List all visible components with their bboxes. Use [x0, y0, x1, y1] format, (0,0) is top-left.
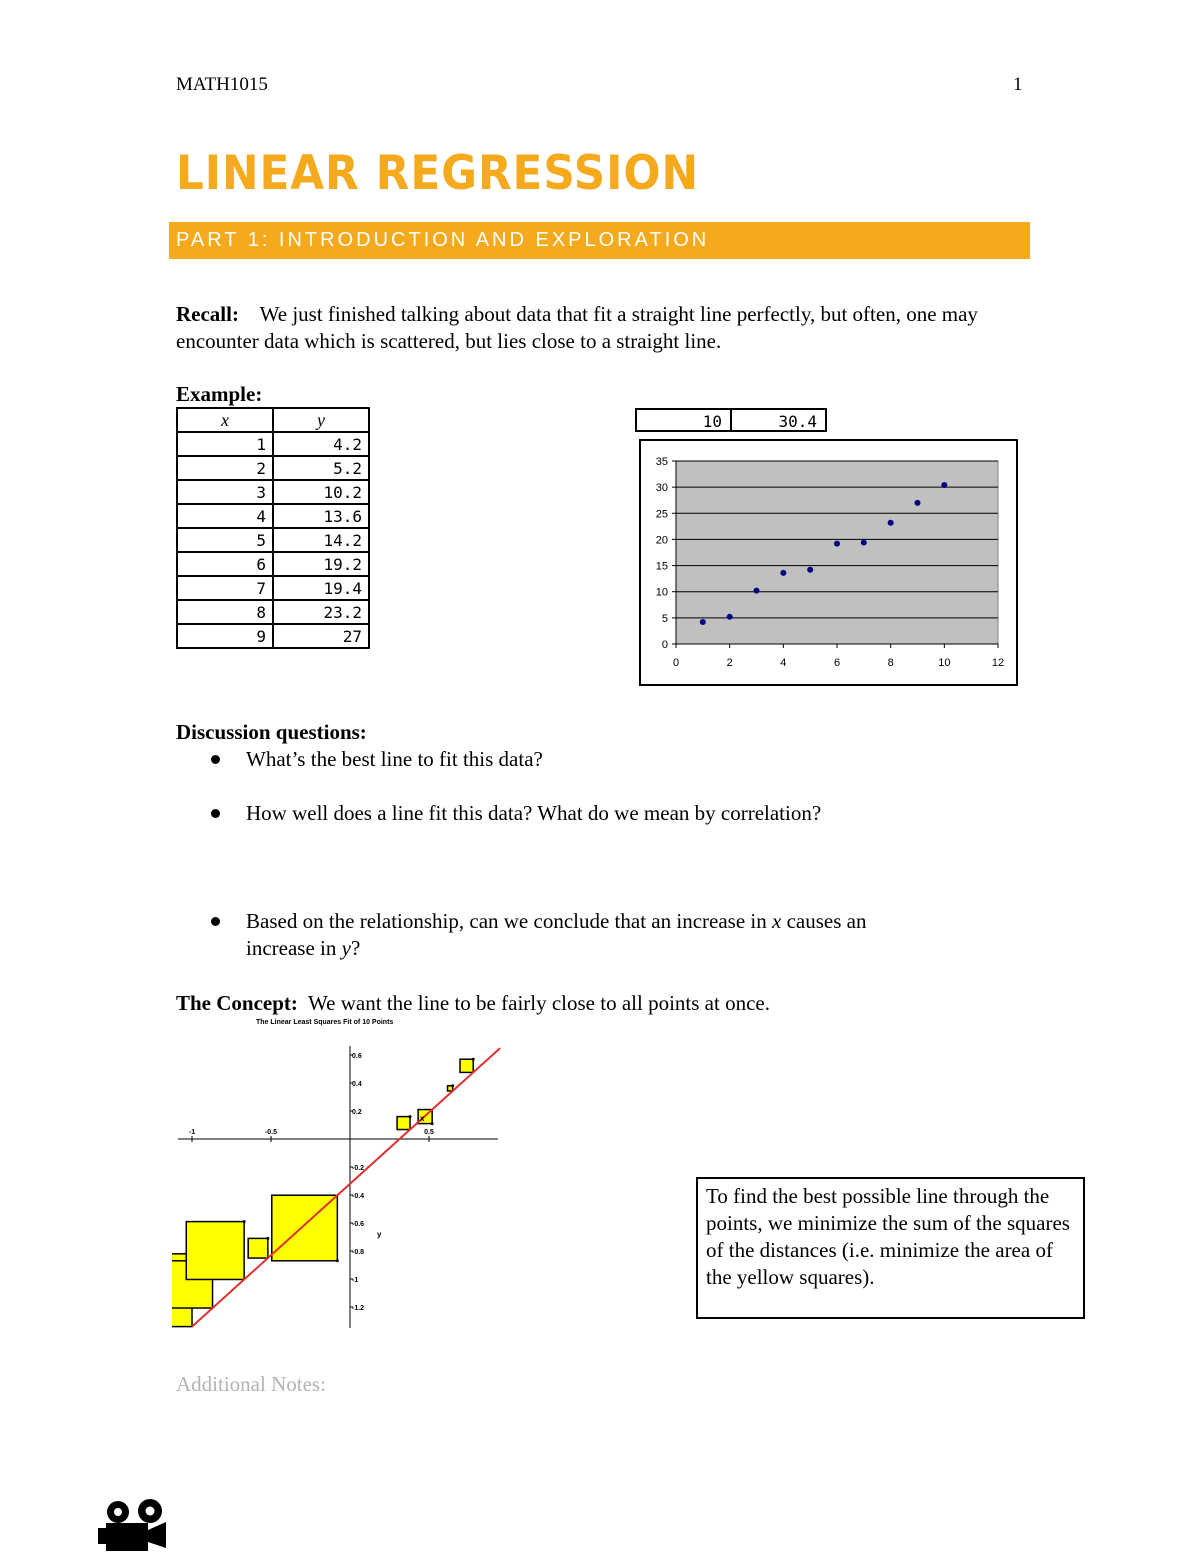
y-tick-label: 0.2 [352, 1109, 362, 1116]
x-tick-label: 6 [833, 657, 841, 669]
y-tick-label: 0.4 [352, 1081, 362, 1088]
y-tick-label: 20 [655, 534, 668, 547]
data-point [915, 500, 921, 506]
example-label: Example: [176, 382, 263, 406]
section-bar: PART 1: INTRODUCTION AND EXPLORATION [169, 222, 1030, 259]
y-tick-label: 15 [655, 560, 668, 573]
y-tick-label: 0 [661, 639, 668, 651]
x-axis-label: x [420, 1114, 425, 1123]
y-tick-label: -1 [352, 1277, 359, 1284]
least-squares-chart [172, 1012, 512, 1334]
page-number: 1 [1013, 74, 1023, 95]
data-point [834, 541, 840, 547]
bullet-icon [211, 917, 220, 926]
data-point [807, 567, 813, 573]
movie-camera-icon [96, 1498, 170, 1554]
data-point [727, 614, 733, 620]
data-point [700, 619, 706, 625]
scatter-chart [639, 439, 1019, 687]
table-row: 9 27 [177, 624, 369, 648]
discussion-label: Discussion questions: [176, 720, 367, 744]
y-axis-label: y [377, 1230, 382, 1239]
table-row: 6 19.2 [177, 552, 369, 576]
page-title: LINEAR REGRESSION [176, 146, 699, 201]
data-point [472, 1058, 475, 1061]
data-point [243, 1220, 246, 1223]
y-tick-label: -0.4 [352, 1193, 365, 1200]
y-tick-label: -0.2 [352, 1165, 365, 1172]
y-tick-label: -0.6 [352, 1221, 365, 1228]
residual-square [186, 1222, 244, 1280]
note-box: To find the best possible line through the points, we minimize the sum of the squares of the distances (i.e. minimize the area of the yellow squares). [696, 1177, 1085, 1319]
y-tick-label: -0.8 [352, 1249, 365, 1256]
table-row: 5 14.2 [177, 528, 369, 552]
recall-paragraph [176, 301, 1016, 355]
data-point [431, 1122, 434, 1125]
recall-label: Recall: [176, 302, 239, 326]
x-tick-label: -1 [188, 1129, 196, 1136]
bullet-icon [211, 809, 220, 818]
list-item: Based on the relationship, can we conclude that an increase in x causes an increase in y? [176, 908, 976, 962]
x-tick-label: 0.5 [424, 1129, 434, 1136]
bullet-icon [211, 755, 220, 764]
y-tick-label: 25 [655, 508, 668, 521]
residual-square [397, 1117, 410, 1130]
residual-square [460, 1059, 473, 1072]
concept-text: We want the line to be fairly close to all points at once. [308, 991, 770, 1015]
residual-square [248, 1238, 268, 1258]
recall-text: We just finished talking about data that fit a straight line perfectly, but often, one may encounter data which is scattered, but lies close to a straight line. [176, 302, 978, 353]
data-table [176, 407, 370, 649]
data-point [336, 1259, 339, 1262]
y-tick-label: -1.2 [352, 1305, 365, 1312]
data-point [409, 1115, 412, 1118]
data-point [861, 540, 867, 546]
data-point [941, 482, 947, 488]
table-row: 1 4.2 [177, 432, 369, 456]
extra-row-y: 30.4 [730, 408, 827, 432]
additional-notes: Additional Notes: [176, 1372, 326, 1396]
discussion-list [176, 746, 976, 773]
table-row: 8 23.2 [177, 600, 369, 624]
y-tick-label: 30 [655, 482, 668, 495]
y-tick-label: 10 [655, 586, 668, 599]
table-row: 7 19.4 [177, 576, 369, 600]
fit-line [192, 1048, 500, 1326]
concept-label: The Concept: [176, 991, 298, 1015]
x-tick-label: -0.5 [264, 1129, 278, 1136]
column-header-y: y [273, 408, 369, 432]
data-point [451, 1084, 454, 1087]
y-tick-label: 0.6 [352, 1053, 362, 1060]
x-tick-label: 12 [991, 657, 1005, 669]
data-point [266, 1237, 269, 1240]
plot-area [676, 461, 998, 644]
y-tick-label: 35 [655, 456, 668, 468]
list-item: What’s the best line to fit this data? [176, 746, 976, 773]
x-tick-label: 4 [780, 657, 787, 669]
discussion-list [176, 908, 976, 962]
y-tick-label: 5 [661, 612, 668, 625]
discussion-list [176, 800, 976, 827]
column-header-x: x [177, 408, 273, 432]
chart-title: The Linear Least Squares Fit of 10 Points [256, 1019, 394, 1026]
table-row: 2 5.2 [177, 456, 369, 480]
x-tick-label: 0 [672, 657, 680, 669]
table-row: 4 13.6 [177, 504, 369, 528]
extra-row-x: 10 [635, 408, 732, 432]
x-tick-label: 10 [938, 657, 951, 669]
data-point [754, 588, 760, 594]
data-point [780, 570, 786, 576]
x-tick-label: 2 [726, 657, 733, 669]
course-code: MATH1015 [176, 74, 268, 95]
table-row: 3 10.2 [177, 480, 369, 504]
x-tick-label: 8 [887, 657, 894, 669]
data-point [888, 520, 894, 526]
list-item: How well does a line fit this data? What do we mean by correlation? [176, 800, 976, 827]
